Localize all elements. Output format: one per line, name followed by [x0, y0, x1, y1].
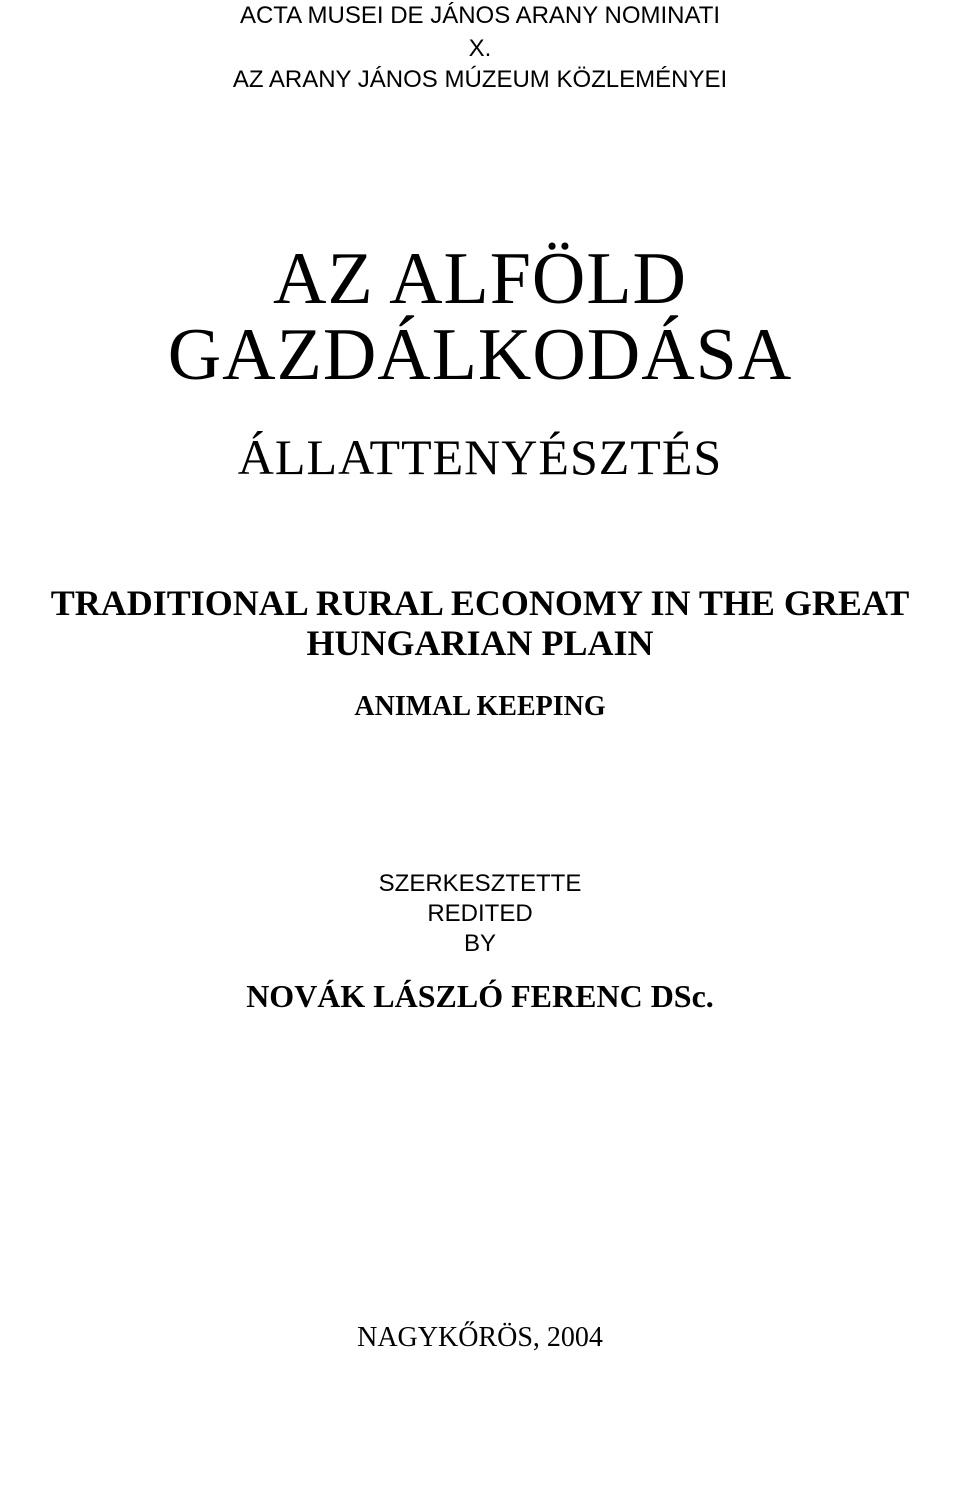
series-title: ACTA MUSEI DE JÁNOS ARANY NOMINATI [239, 2, 721, 29]
volume-number: X. [468, 35, 492, 62]
editor-label-hungarian: SZERKESZTETTE [378, 870, 582, 897]
imprint-place-year: NAGYKŐRÖS, 2004 [357, 1322, 603, 1353]
main-title-line-2: GAZDÁLKODÁSA [167, 314, 793, 396]
english-title-line-2: HUNGARIAN PLAIN [306, 623, 654, 663]
subtitle-english: ANIMAL KEEPING [354, 691, 606, 722]
subtitle-hungarian: ÁLLATTENYÉSZTÉS [237, 429, 723, 485]
main-title-line-1: AZ ALFÖLD [273, 238, 687, 320]
editor-label-by: BY [463, 930, 496, 957]
editor-name: NOVÁK LÁSZLÓ FERENC DSc. [246, 978, 714, 1014]
editor-label-english: REDITED [427, 900, 533, 927]
english-title-line-1: TRADITIONAL RURAL ECONOMY IN THE GREAT [50, 583, 910, 623]
series-subtitle: AZ ARANY JÁNOS MÚZEUM KÖZLEMÉNYEI [232, 66, 728, 93]
